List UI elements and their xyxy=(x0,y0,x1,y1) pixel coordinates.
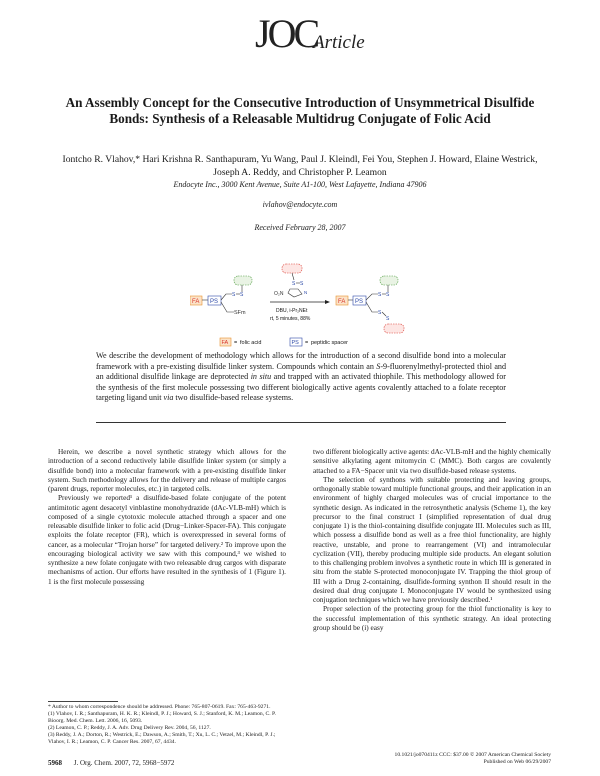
legend-fa-box: FA xyxy=(221,340,229,346)
conditions-reagents: DBU, i-Pr₂NEt xyxy=(276,308,308,314)
reference-1[interactable]: (1) Vlahov, I. R.; Santhapuram, H. K. R.; Kleindl, P. J.; Howard, S. J.; Stanford, K. M.; Leamon, C. P. Bioorg. Med. Chem. Lett. 2006, 16, 5093. xyxy=(48,711,276,725)
reagent-nitro: O₂N xyxy=(274,291,284,297)
svg-text:S: S xyxy=(292,281,296,287)
doi-line[interactable]: 10.1021/jo070411z CCC: $37.00 © 2007 American Chemical Society xyxy=(394,752,551,758)
body-column-right xyxy=(313,447,551,632)
journal-citation: J. Org. Chem. 2007, 72, 5968−5972 xyxy=(73,759,175,767)
published-date: Published on Web 06/29/2007 xyxy=(483,759,551,766)
legend-ps-box: PS xyxy=(291,340,299,346)
svg-text:S: S xyxy=(240,292,244,298)
body-paragraph: The selection of synthons with suitable protecting and leaving groups, orthogonally stable toward multiple functional groups, and their application in an environment of highly charged molecules was of crucial importance to the synthetic design. As indicated in the retrosynthetic analysis (Scheme 1), the key precursor to the final construct I (simplified representation of dual drug conjugate 1) is the thiol-containing disulfide conjugate III. Molecules such as III, which possess a disulfide bond as well as a free thiol functionality, are highly reactive, unstable, and prone to rearrangement (VI) and intramolecular cyclization (VII), thereby producing multiple side products. An elegant solution to this challenging problem involves a synthetic route in which III is generated in situ from the stable S-protected monoconjugate IV. Trapping the thiol group of III with a Drug 2-containing, disulfide-forming synthon II should result in the desired dual drug conjugate I. Monoconjugate IV would be synthesized using conjugation techniques which we have previously described.¹ xyxy=(313,474,551,604)
page-number: 5968 xyxy=(48,759,62,767)
affiliation: Endocyte Inc., 3000 Kent Avenue, Suite A1-100, West Lafayette, Indiana 47906 xyxy=(173,180,427,189)
svg-text:S: S xyxy=(378,292,382,298)
body-paragraph: Herein, we describe a novel synthetic strategy which allows for the introduction of a second reductively labile disulfide linker system (or simply a disulfide bond) into a molecular framework with a pre-existing disulfide linker system. Such methodology allows for the delivery and release of multiple cargos (parent drugs, reporter molecules, etc.) in targeted cells. xyxy=(48,447,286,493)
body-paragraph: Proper selection of the protecting group for the thiol functionality is key to the successful implementation of this synthetic strategy. An ideal protecting group should be (i) easy xyxy=(313,604,551,632)
reference-3[interactable]: (3) Reddy, J. A.; Dorton, R.; Westrick, E.; Dawson, A.; Smith, T.; Xu, L. C.; Vetzel, M.; Kleindl, P. J.; Vlahov, I. R.; Leamon, C. P. Cancer Res. 2007, 67, 4434. xyxy=(48,732,276,746)
graphical-abstract-scheme xyxy=(190,262,410,350)
page-footer-right xyxy=(313,752,551,766)
fa-label-right: FA xyxy=(338,299,346,305)
page-footer-left xyxy=(48,759,174,767)
svg-text:S: S xyxy=(300,281,304,287)
conditions-time-yield: rt, 5 minutes, 88% xyxy=(270,316,311,322)
svg-text:S: S xyxy=(386,292,390,298)
journal-logo-article: Article xyxy=(313,32,365,53)
sfm-label: SFm xyxy=(234,310,246,316)
fa-label-left: FA xyxy=(192,299,200,305)
footnotes xyxy=(48,704,286,747)
svg-text:S: S xyxy=(386,316,390,322)
svg-text:=: = xyxy=(305,340,309,346)
scheme-legend xyxy=(220,338,348,346)
product xyxy=(336,276,404,333)
legend-fa-text: folic acid xyxy=(240,340,262,346)
reference-2[interactable]: (2) Leamon, C. P.; Reddy, J. A. Adv. Drug Delivery Rev. 2004, 56, 1127. xyxy=(48,725,211,732)
author-list: Iontcho R. Vlahov,* Hari Krishna R. Santhapuram, Yu Wang, Paul J. Kleindl, Fei You, Stephen J. Howard, Elaine Westrick, Joseph A. Reddy, and Christopher P. Leamon xyxy=(62,154,538,178)
svg-text:N: N xyxy=(304,290,308,295)
reagent xyxy=(274,264,307,297)
ps-label-right: PS xyxy=(355,299,364,305)
footnote-divider xyxy=(48,701,118,702)
svg-text:S: S xyxy=(378,310,382,316)
body-paragraph: Previously we reported¹ a disulfide-based folate conjugate of the potent antimitotic agent desacetyl vinblastine monohydrazide (dAc-VLB-mH) which is composed of a single cytotoxic molecule attached through a spacer and one releasable disulfide linker to folic acid (Drug−Linker-Spacer-FA). This conjugate exploits the folate receptor (FR), which is overexpressed in several forms of cancer, as a molecular “Trojan horse” for targeted delivery.² To improve upon the encouraging biological activity we saw with this compound,³ we wished to synthesize a new folate conjugate with two releasable drug cargos with disparate mechanisms of action. Our efforts have resulted in the synthesis of 1 (Figure 1). 1 is the first molecule possessing xyxy=(48,493,286,586)
starting-material xyxy=(190,276,252,316)
body-column-left xyxy=(48,447,286,586)
abstract-divider xyxy=(96,422,506,423)
svg-text:=: = xyxy=(234,340,238,346)
abstract: We describe the development of methodology which allows for the introduction of a second disulfide bond into a molecular framework with a pre-existing disulfide linker system. Compounds which contain an S-9-fluorenylmethyl-protected thiol and an additional disulfide linkage are deprotected in situ and trapped with an activated thiophile. This methodology allowed for the synthesis of the first molecule possessing two different biologically active agents covalently attached to a folate receptor targeting ligand unit via two disulfide-based release systems. xyxy=(96,351,506,402)
journal-logo xyxy=(255,10,385,58)
body-paragraph: two different biologically active agents: dAc-VLB-mH and the highly chemically sensitive alkylating agent mitomycin C (MMC). Both cargos are covalently attached to a FA−Spacer unit via two disulfide-based release systems. xyxy=(313,447,551,475)
received-date: Received February 28, 2007 xyxy=(254,223,346,232)
svg-text:S: S xyxy=(232,292,236,298)
journal-logo-joc: JOC xyxy=(255,11,318,56)
ps-label-left: PS xyxy=(210,299,219,305)
article-title: An Assembly Concept for the Consecutive Introduction of Unsymmetrical Disulfide Bonds: Synthesis of a Releasable Multidrug Conjugate of Folic Acid xyxy=(65,95,535,126)
footnote-corresponding: * Author to whom correspondence should be addressed. Phone: 765-807-0619. Fax: 765-463-9271. xyxy=(48,704,271,710)
legend-ps-text: peptidic spacer xyxy=(311,340,348,346)
author-email[interactable]: ivlahov@endocyte.com xyxy=(262,200,338,209)
